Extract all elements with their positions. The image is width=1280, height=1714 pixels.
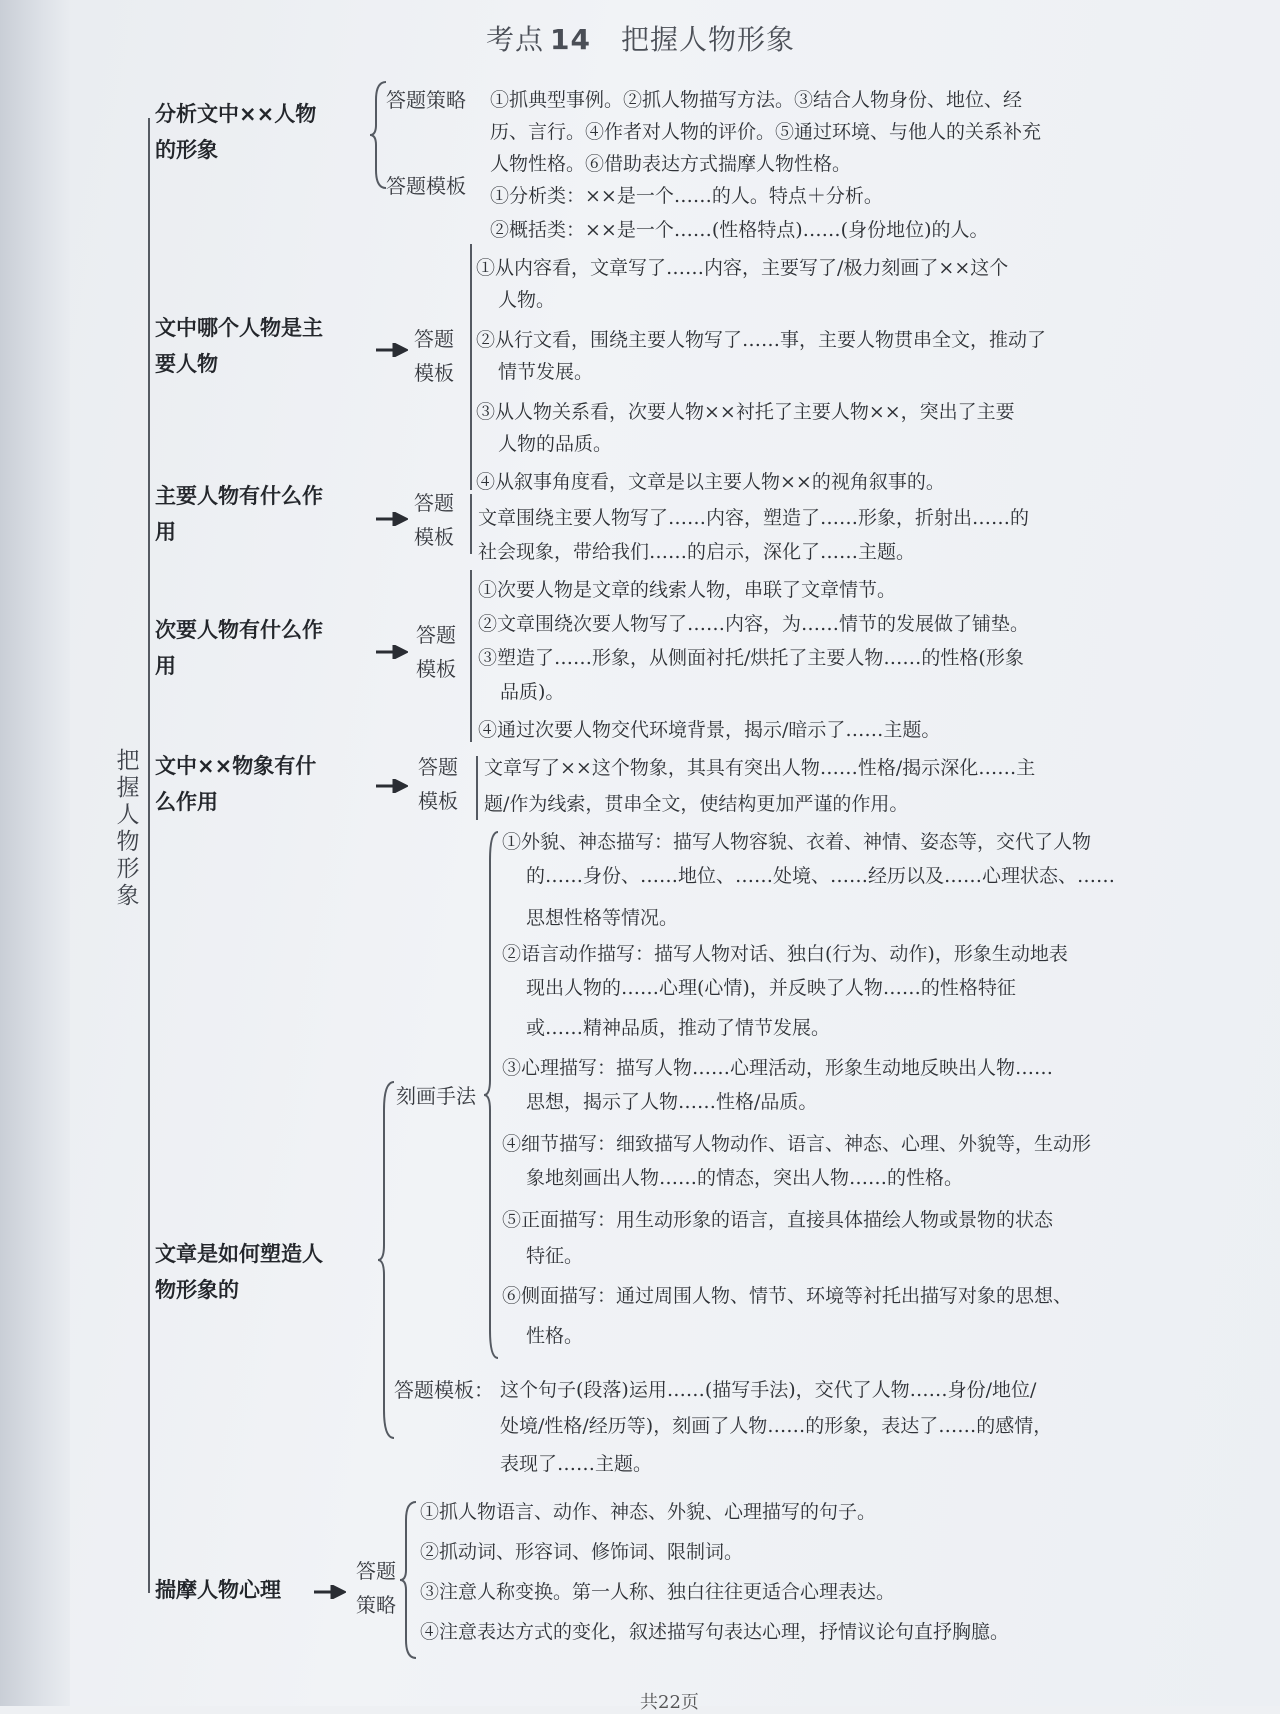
q6-line: 这个句子(段落)运用……(描写手法)，交代了人物……身份/地位/ xyxy=(500,1379,1037,1401)
q5-bracket xyxy=(476,756,478,820)
q5-label-1: 答题 xyxy=(418,755,458,779)
q6-line: 性格。 xyxy=(526,1325,584,1347)
q6-line: ⑥侧面描写：通过周围人物、情节、环境等衬托出描写对象的思想、 xyxy=(502,1285,1073,1307)
q6-line: ①外貌、神态描写：描写人物容貌、衣着、神情、姿态等，交代了人物 xyxy=(502,831,1092,853)
q6-line: ③心理描写：描写人物……心理活动，形象生动地反映出人物…… xyxy=(502,1057,1054,1079)
arrow-icon xyxy=(376,343,408,357)
q6-line: 特征。 xyxy=(526,1245,584,1267)
q1-label-strategy: 答题策略 xyxy=(386,88,466,112)
root-label: 把握人物形象 xyxy=(116,748,140,909)
q1-line: 历、言行。④作者对人物的评价。⑤通过环境、与他人的关系补充 xyxy=(490,121,1042,143)
q1-label-template: 答题模板 xyxy=(386,174,466,198)
q6-line: 思想性格等情况。 xyxy=(526,907,679,929)
question-6 xyxy=(155,1236,323,1308)
q4-bracket xyxy=(470,570,472,742)
q4-line: ②文章围绕次要人物写了……内容，为……情节的发展做了铺垫。 xyxy=(478,613,1030,635)
page-binding xyxy=(0,0,70,1706)
q5-line: 文章写了××这个物象，其具有突出人物……性格/揭示深化……主 xyxy=(484,757,1036,779)
q2-line: 情节发展。 xyxy=(498,361,594,383)
q7-brace xyxy=(400,1500,420,1660)
page-title xyxy=(486,18,795,58)
question-6-line2: 物形象的 xyxy=(155,1278,239,1302)
q6-technique-brace xyxy=(484,830,502,1360)
q3-bracket xyxy=(470,494,472,554)
q6-line: 或……精神品质，推动了情节发展。 xyxy=(526,1017,831,1039)
q4-label-1: 答题 xyxy=(416,623,456,647)
question-1-line1: 分析文中××人物 xyxy=(155,102,317,126)
title-text: 把握人物形象 xyxy=(620,23,795,56)
q2-line: ③从人物关系看，次要人物××衬托了主要人物××，突出了主要 xyxy=(476,401,1015,423)
question-4-line2: 用 xyxy=(155,654,176,678)
q1-line: ①分析类：××是一个……的人。特点＋分析。 xyxy=(490,185,883,207)
q1-line: ②概括类：××是一个……(性格特点)……(身份地位)的人。 xyxy=(490,219,989,241)
q1-line: ①抓典型事例。②抓人物描写方法。③结合人物身份、地位、经 xyxy=(490,89,1023,111)
q6-line: ④细节描写：细致描写人物动作、语言、神态、心理、外貌等，生动形 xyxy=(502,1133,1092,1155)
q7-line: ④注意表达方式的变化，叙述描写句表达心理，抒情议论句直抒胸臆。 xyxy=(420,1621,1010,1643)
q4-line: ①次要人物是文章的线索人物，串联了文章情节。 xyxy=(478,579,897,601)
q7-line: ③注意人称变换。第一人称、独白往往更适合心理表达。 xyxy=(420,1581,896,1603)
q7-line: ②抓动词、形容词、修饰词、限制词。 xyxy=(420,1541,744,1563)
question-5 xyxy=(155,748,316,820)
question-4 xyxy=(155,612,323,684)
page-footer: 共22页 xyxy=(640,1692,699,1713)
question-2-line2: 要人物 xyxy=(155,352,218,376)
question-3 xyxy=(155,478,323,550)
question-3-line1: 主要人物有什么作 xyxy=(155,484,323,508)
q5-label xyxy=(418,750,458,818)
arrow-icon xyxy=(376,779,408,793)
q6-line: 现出人物的……心理(心情)，并反映了人物……的性格特征 xyxy=(526,977,1016,999)
q6-line: 象地刻画出人物……的情态，突出人物……的性格。 xyxy=(526,1167,964,1189)
q5-line: 题/作为线索，贯串全文，使结构更加严谨的作用。 xyxy=(484,793,909,815)
q6-label-template: 答题模板： xyxy=(394,1378,494,1402)
q4-line: ③塑造了……形象，从侧面衬托/烘托了主要人物……的性格(形象 xyxy=(478,647,1024,669)
question-5-line1: 文中××物象有什 xyxy=(155,754,317,778)
q3-label-2: 模板 xyxy=(414,525,454,549)
q6-label-technique: 刻画手法 xyxy=(396,1084,476,1108)
q4-label xyxy=(416,618,456,686)
question-3-line2: 用 xyxy=(155,520,176,544)
question-5-line2: 么作用 xyxy=(155,790,218,814)
q4-label-2: 模板 xyxy=(416,657,456,681)
question-6-line1: 文章是如何塑造人 xyxy=(155,1242,323,1266)
q6-line: 思想，揭示了人物……性格/品质。 xyxy=(526,1091,818,1113)
q4-line: ④通过次要人物交代环境背景，揭示/暗示了……主题。 xyxy=(478,719,941,741)
q3-line: 社会现象，带给我们……的启示，深化了……主题。 xyxy=(478,541,916,563)
q2-bracket xyxy=(470,244,472,490)
title-prefix: 考点 xyxy=(486,23,545,56)
q2-label-1: 答题 xyxy=(414,327,454,351)
question-2-line1: 文中哪个人物是主 xyxy=(155,316,323,340)
question-7 xyxy=(155,1572,281,1608)
q2-line: ①从内容看，文章写了……内容，主要写了/极力刻画了××这个 xyxy=(476,257,1009,279)
q2-line: ②从行文看，围绕主要人物写了……事，主要人物贯串全文，推动了 xyxy=(476,329,1047,351)
q6-line: 的……身份、……地位、……处境、……经历以及……心理状态、…… xyxy=(526,865,1116,887)
q2-label-2: 模板 xyxy=(414,361,454,385)
question-1 xyxy=(155,96,316,168)
question-7-line1: 揣摩人物心理 xyxy=(155,1578,281,1602)
q2-label xyxy=(414,322,454,390)
q3-line: 文章围绕主要人物写了……内容，塑造了……形象，折射出……的 xyxy=(478,507,1030,529)
question-4-line1: 次要人物有什么作 xyxy=(155,618,323,642)
arrow-icon xyxy=(314,1585,346,1599)
arrow-icon xyxy=(376,512,408,526)
q6-line: ⑤正面描写：用生动形象的语言，直接具体描绘人物或景物的状态 xyxy=(502,1209,1054,1231)
q7-label-1: 答题 xyxy=(356,1559,396,1583)
q2-line: 人物的品质。 xyxy=(498,433,613,455)
q6-line: 表现了……主题。 xyxy=(500,1453,653,1475)
q7-label xyxy=(356,1554,396,1622)
q2-line: 人物。 xyxy=(498,289,556,311)
q1-line: 人物性格。⑥借助表达方式揣摩人物性格。 xyxy=(490,153,852,175)
question-2 xyxy=(155,310,323,382)
q7-label-2: 策略 xyxy=(356,1593,396,1617)
q6-line: 处境/性格/经历等)，刻画了人物……的形象，表达了……的感情， xyxy=(500,1415,1053,1437)
q2-line: ④从叙事角度看，文章是以主要人物××的视角叙事的。 xyxy=(476,471,945,493)
q4-line: 品质)。 xyxy=(500,681,565,703)
q6-line: ②语言动作描写：描写人物对话、独白(行为、动作)，形象生动地表 xyxy=(502,943,1068,965)
q3-label xyxy=(414,486,454,554)
root-trunk xyxy=(148,118,150,1593)
q5-label-2: 模板 xyxy=(418,789,458,813)
q7-line: ①抓人物语言、动作、神态、外貌、心理描写的句子。 xyxy=(420,1501,877,1523)
q3-label-1: 答题 xyxy=(414,491,454,515)
arrow-icon xyxy=(376,645,408,659)
question-1-line2: 的形象 xyxy=(155,138,218,162)
title-number: 14 xyxy=(550,23,591,56)
